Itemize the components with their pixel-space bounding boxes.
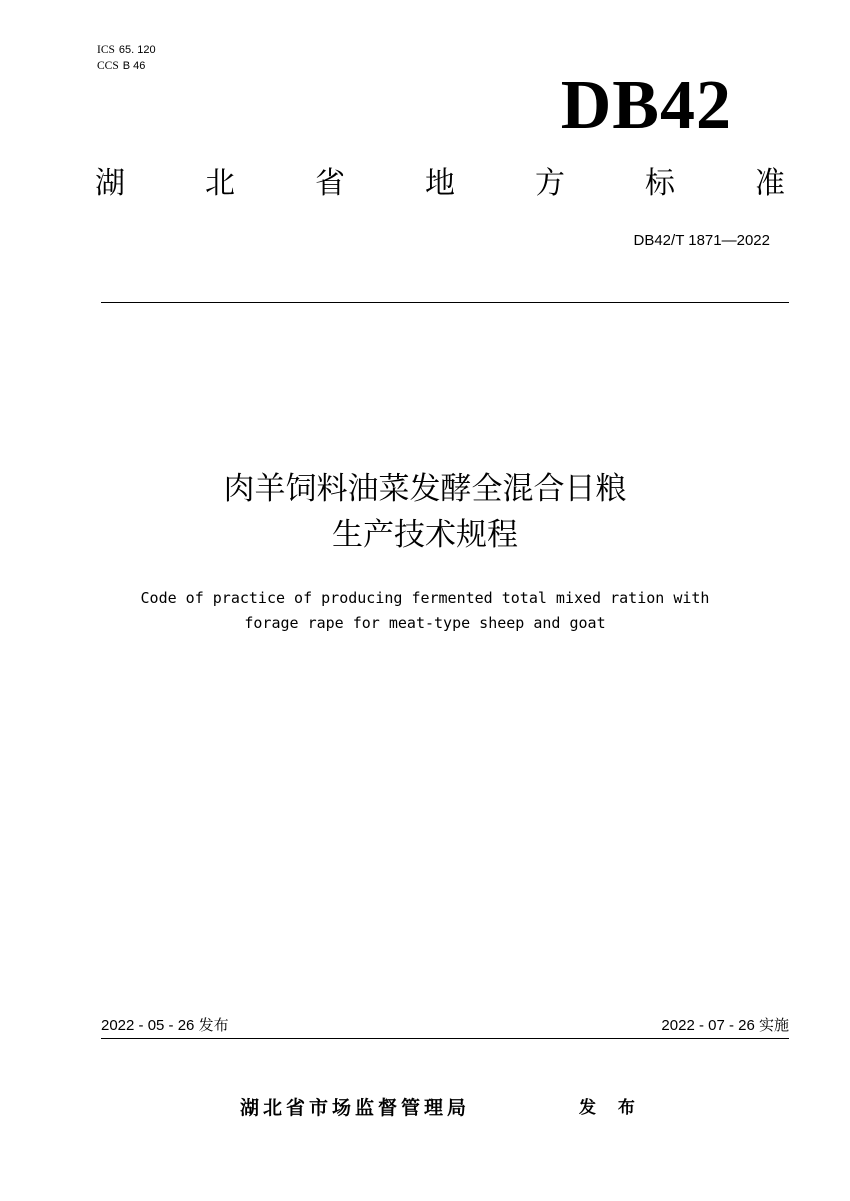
standard-type-char: 标 [645, 166, 675, 201]
publish-label: 发 布 [579, 1098, 643, 1118]
standard-number: DB42/T 1871—2022 [633, 232, 770, 249]
standard-type-char: 地 [425, 166, 455, 201]
db-code: DB42 [560, 67, 732, 144]
footer-divider [101, 1038, 789, 1039]
ics-label: ICS [97, 44, 115, 56]
title-en-line1: Code of practice of producing fermented total mixed ration with [140, 589, 710, 607]
standard-type [95, 166, 785, 202]
standard-type-char: 方 [535, 166, 565, 201]
ccs-label: CCS [97, 60, 119, 72]
title-cn-line1: 肉羊饲料油菜发酵全混合日粮 [223, 471, 627, 507]
standard-type-char: 湖 [95, 166, 125, 201]
standard-type-char: 省 [315, 166, 345, 201]
ccs-line [97, 58, 156, 74]
header-divider [101, 302, 789, 303]
title-en-line2: forage rape for meat-type sheep and goat [244, 614, 606, 632]
classification-codes [97, 42, 156, 74]
issue-date: 2022 - 05 - 26 发布 [101, 1017, 229, 1034]
standard-type-char: 北 [205, 166, 235, 201]
title-cn-line2: 生产技术规程 [332, 517, 518, 553]
implementation-date: 2022 - 07 - 26 实施 [661, 1017, 789, 1034]
ics-code: 65. 120 [118, 44, 156, 56]
ccs-code: B 46 [122, 60, 146, 72]
ics-line [97, 42, 156, 58]
publisher: 湖北省市场监督管理局 [240, 1097, 471, 1119]
standard-type-char: 准 [755, 166, 785, 201]
